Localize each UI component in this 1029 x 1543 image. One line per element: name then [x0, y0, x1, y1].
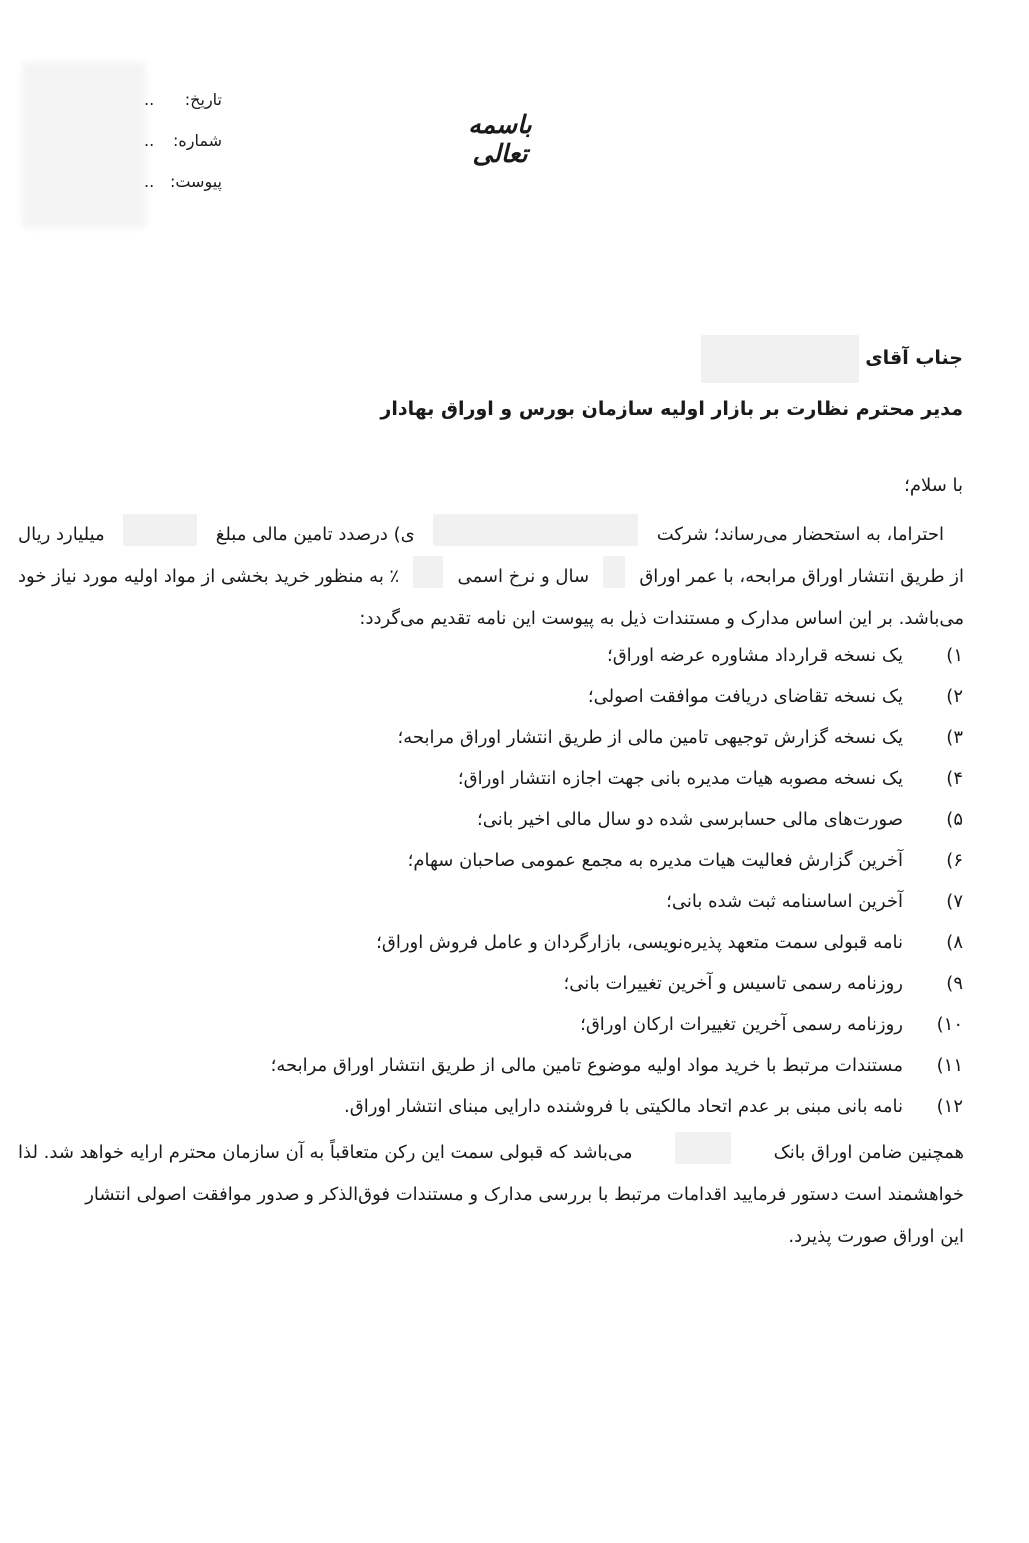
item-text: یک نسخه گزارش توجیهی تامین مالی از طریق انتشار اوراق مرابحه؛ [397, 727, 903, 748]
intro-paragraph [18, 514, 964, 640]
intro-text-1b: ی) درصدد تامین مالی مبلغ [215, 524, 415, 545]
list-item [203, 881, 963, 922]
intro-line-2 [18, 556, 964, 598]
closing-line-3: این اوراق صورت پذیرد. [788, 1226, 964, 1247]
greeting: با سلام؛ [904, 475, 963, 496]
number-value: .. [144, 131, 155, 150]
list-item [203, 799, 963, 840]
item-number: ۱۱) [936, 1055, 963, 1076]
salutation: جناب آقای [865, 347, 963, 369]
item-number: ۱) [946, 645, 963, 666]
closing-line-2: خواهشمند است دستور فرمایید اقدامات مرتبط با بررسی مدارک و مستندات فوق‌الذکر و صدور موافقت اصولی انتشار [85, 1184, 964, 1205]
date-label: تاریخ: [184, 90, 222, 109]
item-text: مستندات مرتبط با خرید مواد اولیه موضوع تامین مالی از طریق انتشار اوراق مرابحه؛ [270, 1055, 903, 1076]
date-value: .. [144, 90, 155, 109]
list-item [203, 635, 963, 676]
attachments-list [203, 635, 963, 1127]
list-item [203, 963, 963, 1004]
item-text: روزنامه رسمی آخرین تغییرات ارکان اوراق؛ [580, 1014, 903, 1035]
list-item [203, 1086, 963, 1127]
redacted-company [433, 514, 638, 546]
redacted-term [603, 556, 625, 588]
item-number: ۸) [946, 932, 963, 953]
closing-paragraph [18, 1132, 964, 1258]
item-text: آخرین گزارش فعالیت هیات مدیره به مجمع عمومی صاحبان سهام؛ [407, 850, 903, 871]
list-item [203, 1004, 963, 1045]
intro-line-1 [18, 514, 964, 556]
list-item [203, 922, 963, 963]
number-field [140, 131, 222, 155]
item-text: یک نسخه تقاضای دریافت موافقت اصولی؛ [587, 686, 903, 707]
attachment-field [140, 172, 222, 196]
redacted-name [701, 335, 859, 383]
list-item [203, 840, 963, 881]
attachment-label: پیوست: [169, 172, 222, 191]
list-item [203, 676, 963, 717]
item-number: ۹) [946, 973, 963, 994]
attachment-value: .. [144, 172, 155, 191]
item-number: ۳) [946, 727, 963, 748]
intro-text-2a: از طریق انتشار اوراق مرابحه، با عمر اوراق [639, 566, 964, 587]
item-text: آخرین اساسنامه ثبت شده بانی؛ [666, 891, 903, 912]
redacted-bank [675, 1132, 731, 1164]
item-text: روزنامه رسمی تاسیس و آخرین تغییرات بانی؛ [563, 973, 903, 994]
intro-text-2c: ٪ به منظور خرید بخشی از مواد اولیه مورد نیاز خود [18, 566, 400, 587]
item-text: یک نسخه قرارداد مشاوره عرضه اوراق؛ [606, 645, 903, 666]
closing-line-1 [18, 1132, 964, 1174]
item-number: ۷) [946, 891, 963, 912]
item-number: ۲) [946, 686, 963, 707]
item-text: نامه قبولی سمت متعهد پذیره‌نویسی، بازارگردان و عامل فروش اوراق؛ [376, 932, 903, 953]
item-number: ۱۲) [936, 1096, 963, 1117]
item-number: ۱۰) [936, 1014, 963, 1035]
item-text: یک نسخه مصوبه هیات مدیره بانی جهت اجازه انتشار اوراق؛ [457, 768, 903, 789]
item-number: ۶) [946, 850, 963, 871]
intro-text-2b: سال و نرخ اسمی [457, 566, 590, 587]
invocation-heading: باسمه تعالی [468, 110, 532, 168]
item-text: صورت‌های مالی حسابرسی شده دو سال مالی اخیر بانی؛ [476, 809, 903, 830]
redacted-amount [123, 514, 197, 546]
redacted-meta-values [22, 62, 146, 228]
item-text: نامه بانی مبنی بر عدم اتحاد مالکیتی با فروشنده دارایی مبنای انتشار اوراق. [344, 1096, 903, 1117]
number-label: شماره: [172, 131, 222, 150]
closing-text-1a: همچنین ضامن اوراق بانک [773, 1142, 964, 1163]
recipient-position: مدیر محترم نظارت بر بازار اولیه سازمان بورس و اوراق بهادار [380, 398, 963, 420]
redacted-rate [413, 556, 443, 588]
list-item [203, 1045, 963, 1086]
list-item [203, 758, 963, 799]
intro-text-1a: احتراما، به استحضار می‌رساند؛ شرکت [656, 524, 944, 545]
item-number: ۴) [946, 768, 963, 789]
intro-line-3: می‌باشد. بر این اساس مدارک و مستندات ذیل به پیوست این نامه تقدیم می‌گردد: [359, 608, 964, 629]
list-item [203, 717, 963, 758]
addressee-line [701, 334, 963, 382]
item-number: ۵) [946, 809, 963, 830]
date-field [140, 90, 222, 114]
intro-text-1c: میلیارد ریال [18, 524, 105, 545]
closing-text-1b: می‌باشد که قبولی سمت این رکن متعاقباً به آن سازمان محترم ارایه خواهد شد. لذا [18, 1142, 633, 1163]
